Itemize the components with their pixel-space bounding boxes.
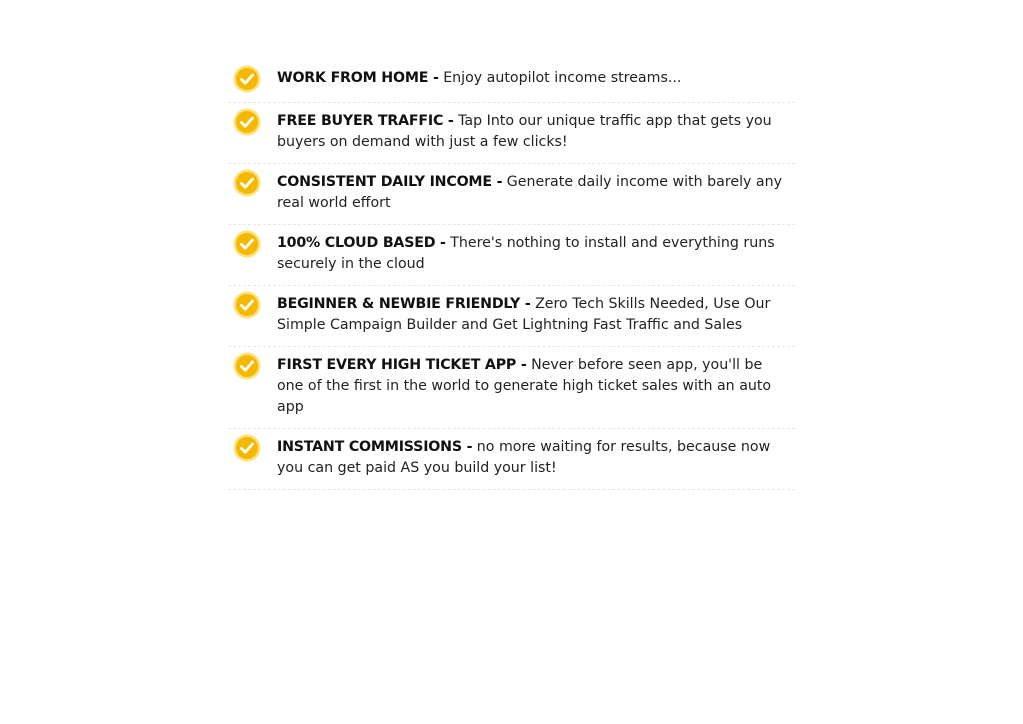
feature-text (277, 437, 795, 479)
feature-text (277, 68, 795, 89)
check-circle-icon (233, 291, 261, 319)
check-circle-icon (233, 352, 261, 380)
feature-text (277, 294, 795, 336)
feature-title: WORK FROM HOME - (277, 70, 439, 86)
feature-description: no more waiting for results, because now you can get paid AS you build your list! (277, 439, 771, 476)
check-circle-icon (233, 108, 261, 136)
feature-item-consistent-daily-income (228, 164, 795, 225)
feature-text (277, 355, 795, 418)
check-circle-icon (233, 65, 261, 93)
feature-title: INSTANT COMMISSIONS - (277, 439, 473, 455)
feature-description: There's nothing to install and everything runs securely in the cloud (277, 235, 775, 272)
check-circle-icon (233, 169, 261, 197)
feature-item-free-buyer-traffic (228, 103, 795, 164)
feature-description: Never before seen app, you'll be one of the first in the world to generate high ticket sales with an auto app (277, 357, 772, 415)
feature-text (277, 172, 795, 214)
feature-title: 100% CLOUD BASED - (277, 235, 446, 251)
feature-title: FREE BUYER TRAFFIC - (277, 113, 454, 129)
check-circle-icon (233, 230, 261, 258)
feature-title: CONSISTENT DAILY INCOME - (277, 174, 503, 190)
feature-list (228, 59, 795, 490)
feature-title: BEGINNER & NEWBIE FRIENDLY - (277, 296, 531, 312)
check-circle-icon (233, 434, 261, 462)
feature-description: Enjoy autopilot income streams... (443, 70, 682, 86)
feature-text (277, 233, 795, 275)
feature-item-beginner-friendly (228, 286, 795, 347)
feature-item-instant-commissions (228, 429, 795, 490)
feature-item-high-ticket-app (228, 347, 795, 429)
feature-text (277, 111, 795, 153)
feature-title: FIRST EVERY HIGH TICKET APP - (277, 357, 527, 373)
feature-item-cloud-based (228, 225, 795, 286)
feature-description: Zero Tech Skills Needed, Use Our Simple Campaign Builder and Get Lightning Fast Traffic and Sales (277, 296, 771, 333)
feature-description: Tap Into our unique traffic app that gets you buyers on demand with just a few clicks! (277, 113, 772, 150)
feature-description: Generate daily income with barely any real world effort (277, 174, 783, 211)
feature-item-work-from-home (228, 59, 795, 103)
